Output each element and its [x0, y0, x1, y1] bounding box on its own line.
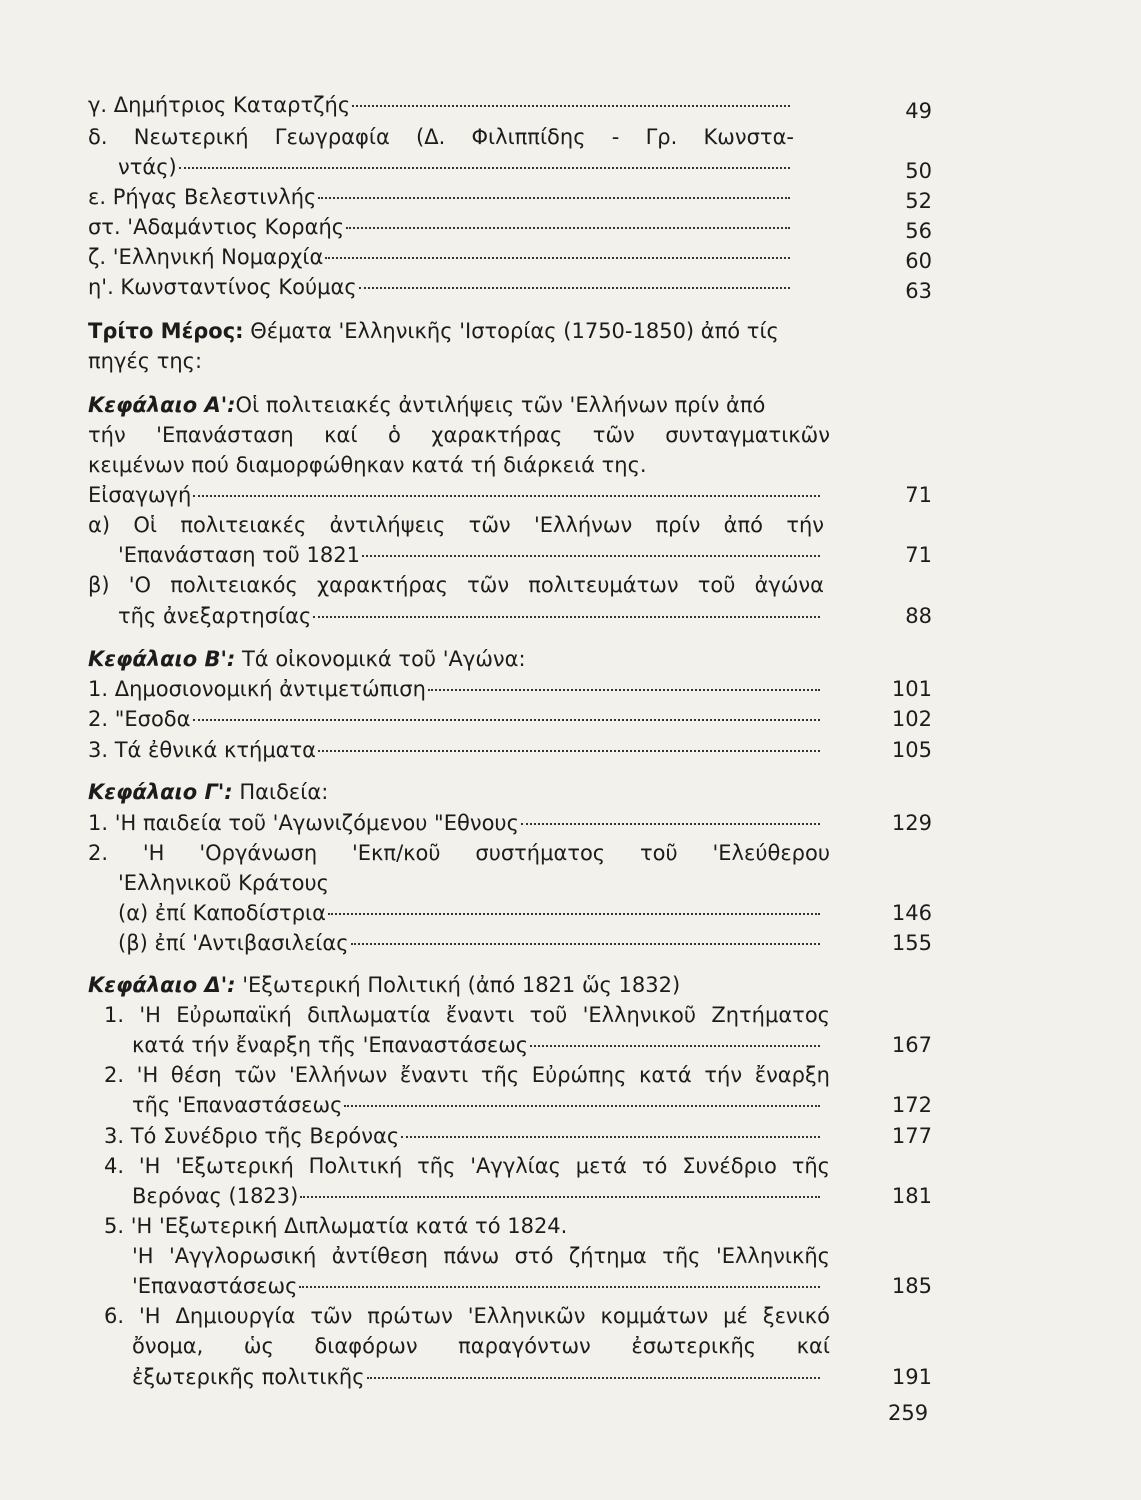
toc-entry-line: 'Ελληνικοῦ Κράτους [118, 871, 330, 895]
entry-label: 3. Τό Συνέδριο τῆς Βερόνας [104, 1124, 400, 1148]
entry-label: ζ. 'Ελληνική Νομαρχία [88, 245, 324, 269]
toc-entry [118, 928, 824, 958]
entry-label: 'Επαναστάσεως [132, 1274, 298, 1298]
toc-entry [88, 808, 824, 838]
chapter-heading [88, 390, 830, 420]
page-ref: 172 [891, 1093, 932, 1117]
toc-entry-line: α) Οἱ πολιτειακές ἀντιλήψεις τῶν 'Ελλήνων πρίν ἀπό τήν [88, 513, 824, 537]
chapter-label: Κεφάλαιο Β': [88, 647, 236, 671]
toc-entry-line: δ. Νεωτερική Γεωγραφία (Δ. Φιλιππίδης - Γρ. Κωνστα- [88, 125, 794, 149]
toc-entry [104, 1121, 824, 1151]
leader-dots [351, 943, 820, 945]
toc-entry [88, 735, 824, 765]
page-ref: 105 [891, 738, 932, 762]
leader-dots [318, 750, 820, 752]
chapter-heading [88, 970, 680, 1000]
toc-entry [88, 212, 794, 242]
toc-entry-line: 5. 'Η 'Εξωτερική Διπλωματία κατά τό 1824. [104, 1214, 568, 1238]
toc-entry [132, 1090, 824, 1120]
entry-label: η'. Κωνσταντίνος Κούμας [88, 275, 357, 299]
chapter-label: Κεφάλαιο Α': [88, 393, 236, 417]
part-heading [88, 316, 848, 346]
page-ref: 181 [891, 1184, 932, 1208]
part-heading-line2: πηγές της: [88, 349, 203, 373]
toc-entry [118, 540, 824, 570]
entry-label: τῆς 'Επαναστάσεως [132, 1093, 343, 1117]
page-ref: 101 [891, 677, 932, 701]
leader-dots [299, 1286, 820, 1288]
entry-label: Βερόνας (1823) [132, 1184, 299, 1208]
page-ref: 146 [891, 901, 932, 925]
part-heading-title: Θέματα 'Ελληνικῆς 'Ιστορίας (1750-1850) ἀπό τίς [243, 319, 779, 343]
page-ref: 191 [891, 1365, 932, 1389]
entry-label: τῆς ἀνεξαρτησίας [118, 604, 312, 628]
page-ref: 50 [905, 159, 932, 183]
entry-label: ντάς) [118, 155, 177, 179]
toc-entry-line: 6. 'Η Δημιουργία τῶν πρώτων 'Ελληνικῶν κομμάτων μέ ξενικό [104, 1304, 830, 1328]
leader-dots [346, 227, 790, 229]
entry-label: 1. 'Η παιδεία τοῦ 'Αγωνιζόμενου "Εθνους [88, 811, 519, 835]
entry-label: 3. Τά ἐθνικά κτήματα [88, 738, 317, 762]
chapter-title-line: κειμένων πού διαμορφώθηκαν κατά τή διάρκειά της. [88, 453, 647, 477]
page-ref: 155 [891, 931, 932, 955]
leader-dots [530, 1045, 820, 1047]
toc-entry [88, 674, 824, 704]
entry-label: Εἰσαγωγή [88, 483, 192, 507]
chapter-heading [88, 777, 328, 807]
toc-entry [132, 1030, 824, 1060]
page-ref: 129 [891, 811, 932, 835]
page-ref: 185 [891, 1274, 932, 1298]
toc-entry [132, 1362, 824, 1392]
toc-entry [118, 601, 824, 631]
toc-entry [88, 704, 824, 734]
entry-label: στ. 'Αδαμάντιος Κοραής [88, 215, 345, 239]
page-ref: 167 [891, 1033, 932, 1057]
page-ref: 52 [905, 189, 932, 213]
toc-entry-line: 'Η 'Αγγλορωσική ἀντίθεση πάνω στό ζήτημα τῆς 'Ελληνικῆς [132, 1244, 830, 1268]
entry-label: 'Επανάσταση τοῦ 1821 [118, 543, 360, 567]
toc-entry [88, 242, 794, 272]
part-heading-label: Τρίτο Μέρος: [88, 319, 244, 343]
entry-label: ἐξωτερικῆς πολιτικῆς [132, 1365, 365, 1389]
toc-entry [88, 90, 794, 120]
page-ref: 177 [891, 1124, 932, 1148]
page-number: 259 [888, 1401, 929, 1425]
toc-entry [88, 480, 824, 510]
chapter-label: Κεφάλαιο Γ': [88, 780, 233, 804]
leader-dots [193, 495, 820, 497]
toc-entry-line: ὄνομα, ὡς διαφόρων παραγόντων ἐσωτερικῆς καί [132, 1334, 830, 1358]
page-ref: 71 [905, 483, 932, 507]
page-ref: 56 [905, 219, 932, 243]
leader-dots [362, 555, 820, 557]
toc-entry [88, 182, 794, 212]
toc-entry-line: 2. 'Η 'Οργάνωση 'Εκπ/κοῦ συστήματος τοῦ 'Ελεύθερου [88, 841, 830, 865]
toc-entry-line: 4. 'Η 'Εξωτερική Πολιτική τῆς 'Αγγλίας μετά τό Συνέδριο τῆς [104, 1154, 830, 1178]
leader-dots [193, 719, 821, 721]
leader-dots [325, 257, 790, 259]
leader-dots [344, 1105, 820, 1107]
page-ref: 49 [905, 99, 932, 123]
page-ref: 88 [905, 604, 932, 628]
leader-dots [428, 689, 820, 691]
entry-label: (β) ἐπί 'Αντιβασιλείας [118, 931, 349, 955]
page-ref: 71 [905, 543, 932, 567]
entry-label: ε. Ρήγας Βελεστινλής [88, 185, 317, 209]
entry-label: 2. "Εσοδα [88, 707, 191, 731]
leader-dots [352, 105, 790, 107]
page-ref: 102 [891, 707, 932, 731]
leader-dots [521, 823, 820, 825]
leader-dots [313, 616, 820, 618]
toc-entry-line: β) 'Ο πολιτειακός χαρακτήρας τῶν πολιτευμάτων τοῦ ἀγώνα [88, 573, 824, 597]
entry-label: κατά τήν ἔναρξη τῆς 'Επαναστάσεως [132, 1033, 529, 1057]
leader-dots [328, 913, 820, 915]
leader-dots [318, 197, 790, 199]
toc-entry [132, 1271, 824, 1301]
leader-dots [179, 167, 790, 169]
toc-entry [88, 272, 794, 302]
chapter-title: Τά οἰκονομικά τοῦ 'Αγώνα: [235, 647, 526, 671]
toc-entry-line: 1. 'Η Εὐρωπαϊκή διπλωματία ἔναντι τοῦ 'Ελληνικοῦ Ζητήματος [104, 1003, 830, 1027]
chapter-title: Οἱ πολιτειακές ἀντιλήψεις τῶν 'Ελλήνων πρίν ἀπό [235, 393, 766, 417]
leader-dots [401, 1136, 820, 1138]
chapter-heading [88, 644, 526, 674]
leader-dots [300, 1196, 820, 1198]
page-ref: 60 [905, 249, 932, 273]
page-ref: 63 [905, 279, 932, 303]
chapter-title-line: τήν 'Επανάσταση καί ὁ χαρακτήρας τῶν συνταγματικῶν [88, 423, 830, 447]
leader-dots [367, 1377, 820, 1379]
chapter-title: Παιδεία: [232, 780, 329, 804]
entry-label: 1. Δημοσιονομική ἀντιμετώπιση [88, 677, 426, 701]
leader-dots [359, 287, 790, 289]
toc-entry-line: 2. 'Η θέση τῶν 'Ελλήνων ἔναντι τῆς Εὐρώπης κατά τήν ἔναρξη [104, 1063, 830, 1087]
entry-label: (α) ἐπί Καποδίστρια [118, 901, 326, 925]
toc-entry [118, 898, 824, 928]
toc-entry [132, 1181, 824, 1211]
chapter-label: Κεφάλαιο Δ': [88, 973, 236, 997]
toc-entry [118, 152, 794, 182]
chapter-title: 'Εξωτερική Πολιτική (ἀπό 1821 ὥς 1832) [235, 973, 681, 997]
entry-label: γ. Δημήτριος Καταρτζής [88, 93, 351, 117]
